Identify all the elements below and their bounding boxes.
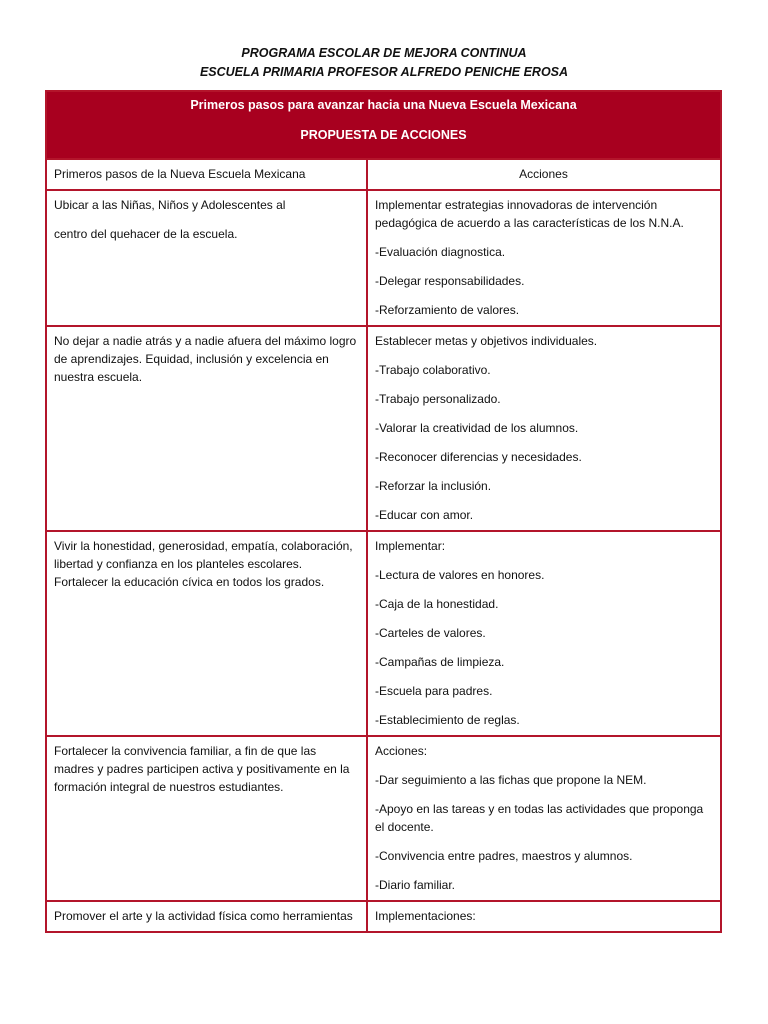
banner-title: Primeros pasos para avanzar hacia una Nueva Escuela Mexicana	[190, 98, 577, 112]
action-item: -Evaluación diagnostica.	[375, 245, 506, 259]
table-row	[46, 531, 721, 736]
action-item: -Convivencia entre padres, maestros y alumnos.	[375, 849, 633, 863]
action-item: -Trabajo personalizado.	[375, 392, 501, 406]
step-cell	[46, 326, 367, 531]
action-item: -Reforzamiento de valores.	[375, 303, 520, 317]
action-item: -Reconocer diferencias y necesidades.	[375, 450, 582, 464]
actions-cell	[367, 736, 721, 901]
step-text: centro del quehacer de la escuela.	[54, 227, 238, 241]
action-item: -Reforzar la inclusión.	[375, 479, 492, 493]
step-cell	[46, 531, 367, 736]
action-item: -Diario familiar.	[375, 878, 456, 892]
school-name: ESCUELA PRIMARIA PROFESOR ALFREDO PENICHE EROSA	[199, 65, 569, 79]
actions-cell	[367, 531, 721, 736]
action-item: -Escuela para padres.	[375, 684, 493, 698]
step-text: Fortalecer la convivencia familiar, a fin de que las madres y padres participen activa y positivamente en la formación integral de nuestros estudiantes.	[54, 744, 350, 794]
action-item: Implementar estrategias innovadoras de intervención pedagógica de acuerdo a las características de los N.N.A.	[375, 198, 684, 230]
actions-cell	[367, 901, 721, 932]
action-item: -Carteles de valores.	[375, 626, 486, 640]
action-item: Implementaciones:	[375, 909, 476, 923]
table-row	[46, 326, 721, 531]
action-item: Acciones:	[375, 744, 428, 758]
step-text: Vivir la honestidad, generosidad, empatía, colaboración, libertad y confianza en los planteles escolares. Fortalecer la educación cívica en todos los grados.	[54, 539, 353, 589]
table-row	[46, 736, 721, 901]
action-item: -Valorar la creatividad de los alumnos.	[375, 421, 579, 435]
step-text: No dejar a nadie atrás y a nadie afuera del máximo logro de aprendizajes. Equidad, inclusión y excelencia en nuestra escuela.	[54, 334, 357, 384]
action-item: Establecer metas y objetivos individuales.	[375, 334, 598, 348]
column-header-actions: Acciones	[367, 159, 721, 190]
document-header	[0, 44, 768, 82]
table-row	[46, 190, 721, 326]
banner-subtitle: PROPUESTA DE ACCIONES	[300, 128, 467, 142]
program-title: PROGRAMA ESCOLAR DE MEJORA CONTINUA	[241, 46, 527, 60]
action-item: Implementar:	[375, 539, 446, 553]
table-banner	[46, 91, 721, 159]
banner-row	[46, 91, 721, 159]
step-cell	[46, 736, 367, 901]
action-item: -Delegar responsabilidades.	[375, 274, 525, 288]
action-item: -Caja de la honestidad.	[375, 597, 499, 611]
column-header-steps: Primeros pasos de la Nueva Escuela Mexicana	[46, 159, 367, 190]
action-item: -Trabajo colaborativo.	[375, 363, 491, 377]
action-item: -Apoyo en las tareas y en todas las actividades que proponga el docente.	[375, 802, 704, 834]
step-text: Promover el arte y la actividad física como herramientas	[54, 909, 353, 923]
step-text: Ubicar a las Niñas, Niños y Adolescentes al	[54, 198, 286, 212]
action-item: -Establecimiento de reglas.	[375, 713, 520, 727]
step-cell	[46, 190, 367, 326]
column-header-row	[46, 159, 721, 190]
action-item: -Dar seguimiento a las fichas que propone la NEM.	[375, 773, 647, 787]
actions-cell	[367, 326, 721, 531]
action-item: -Lectura de valores en honores.	[375, 568, 545, 582]
step-cell	[46, 901, 367, 932]
action-item: -Educar con amor.	[375, 508, 474, 522]
actions-table	[45, 90, 722, 933]
table-row	[46, 901, 721, 932]
action-item: -Campañas de limpieza.	[375, 655, 505, 669]
actions-cell	[367, 190, 721, 326]
